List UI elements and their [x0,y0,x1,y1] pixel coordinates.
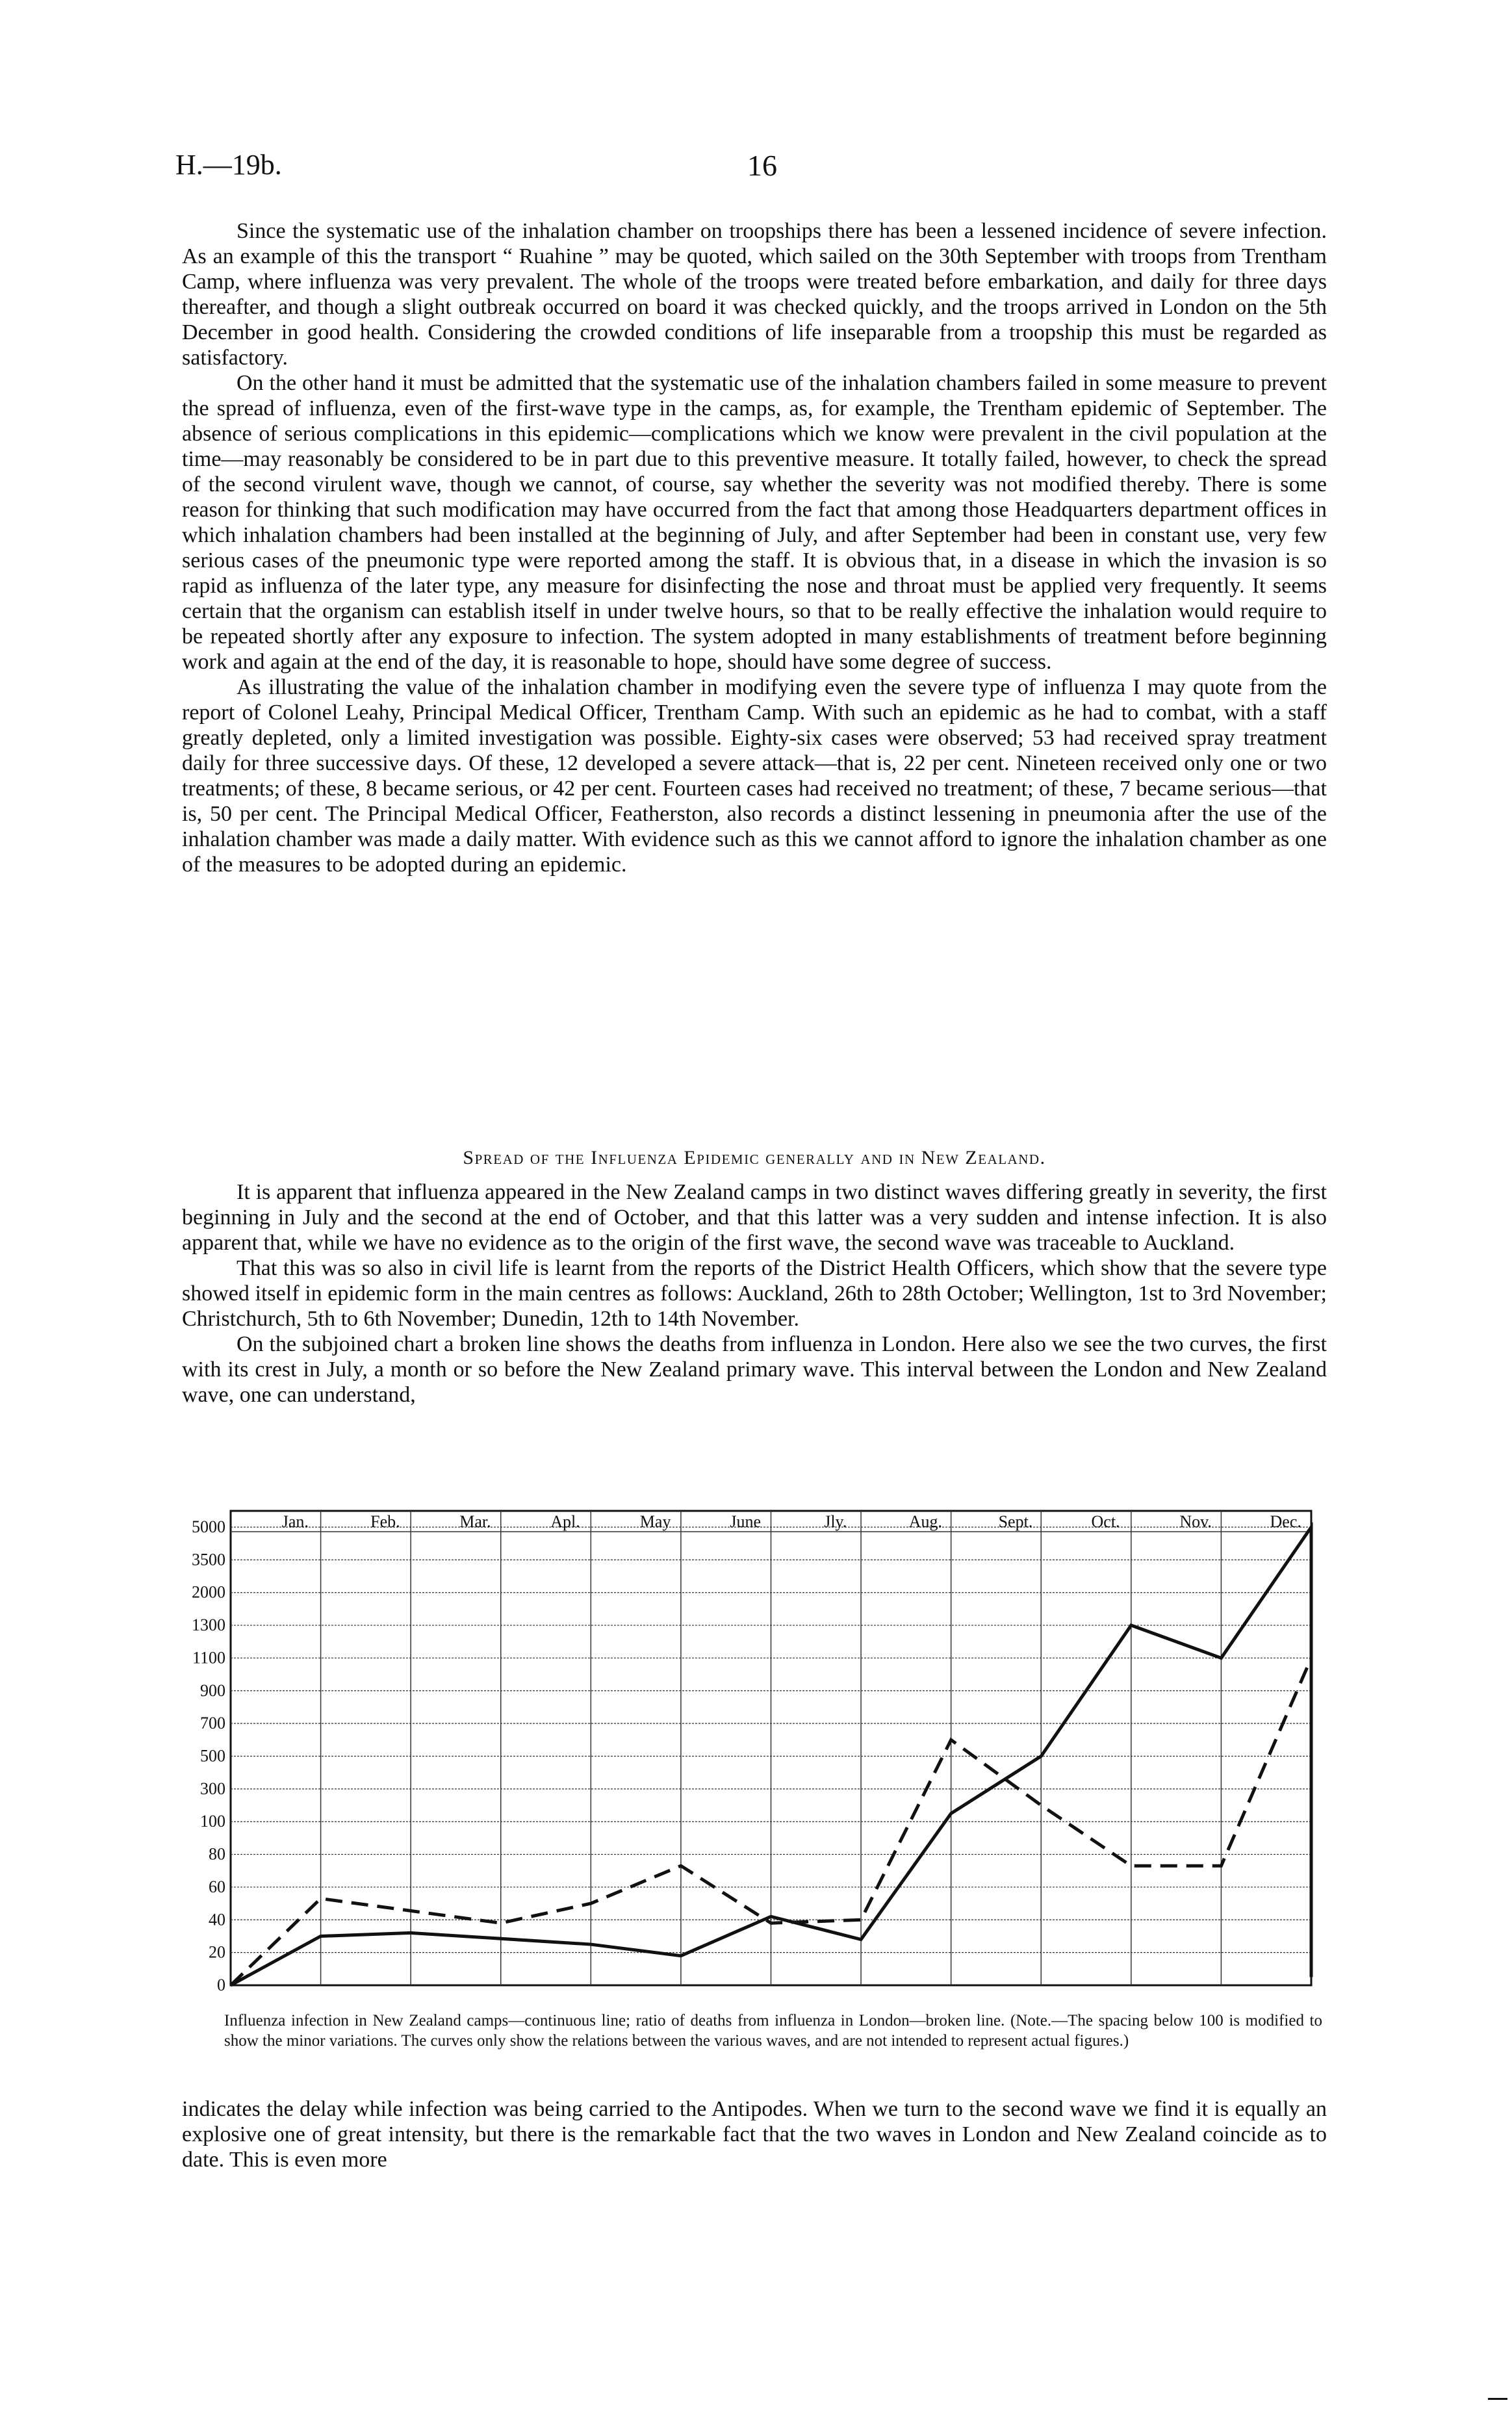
chart-x-tick-label: June [730,1512,762,1531]
chart-x-tick-label: May [639,1512,671,1531]
chart-x-tick-label: Sept. [998,1512,1033,1531]
paragraph: On the other hand it must be admitted that the systematic use of the inhalation chambers failed in some measure to prevent the spread of influenza, even of the first-wave type in the camps, as, for example, the Trentham epidemic of September. The absence of serious complications in this epidemic—complications which we know were prevalent in the civil population at the time—may reasonably be considered to be in part due to this preventive measure. It totally failed, however, to check the spread of the second virulent wave, though we cannot, of course, say whether the severity was not modified thereby. There is some reason for thinking that such modification may have occurred from the fact that among those Headquarters department offices in which inhalation chambers had been installed at the beginning of July, and after September had been in constant use, very few serious cases of the pneumonic type were reported among the staff. It is obvious that, in a disease in which the invasion is so rapid as influenza of the later type, any measure for disinfecting the nose and throat must be applied very frequently. It seems certain that the organism can establish itself in under twelve hours, so that to be really effective the inhalation would require to be repeated shortly after any exposure to infection. The system adopted in many establishments of treatment before beginning work and again at the end of the day, it is reasonable to hope, should have some degree of success. [182,371,1327,674]
chart-x-tick-label: Mar. [459,1512,491,1531]
chart-y-tick-label: 100 [200,1812,225,1831]
paragraph: Since the systematic use of the inhalation chamber on troopships there has been a lessened incidence of severe infection. As an example of this the transport “ Ruahine ” may be quoted, which sailed on the 30th September with troops from Trentham Camp, where influenza was very prevalent. The whole of the troops were treated before embarkation, and daily for three days thereafter, and though a slight outbreak occurred on board it was checked quickly, and the troops arrived in London on the 5th December in good health. Considering the crowded conditions of life inseparable from a troopship this must be regarded as satisfactory. [182,219,1327,370]
chart-x-tick-label: Apl. [550,1512,580,1531]
chart-x-tick-label: Jan. [281,1512,309,1531]
chart-y-tick-label: 300 [200,1779,225,1798]
paragraph: That this was so also in civil life is learnt from the reports of the District Health Officers, which show that the severe type showed itself in epidemic form in the main centres as follows: Auckland, 26th to 28th October; Wellington, 1st to 3rd November; Christchurch, 5th to 6th November; Dunedin, 12th to 14th November. [182,1256,1327,1331]
chart-x-labels [282,1512,1301,1531]
body-text-top [182,218,1327,877]
chart-y-tick-label: 2000 [192,1582,225,1602]
chart-y-tick-label: 40 [209,1910,225,1929]
page-number: 16 [747,149,777,182]
section-heading-text: Spread of the Influenza Epidemic generally and in New Zealand. [463,1147,1046,1168]
chart-y-tick-label: 5000 [192,1517,225,1536]
influenza-chart [175,1501,1332,1995]
chart-y-tick-label: 0 [217,1976,225,1994]
chart-x-tick-label: Aug. [908,1512,943,1531]
chart-x-tick-label: Dec. [1270,1512,1301,1531]
body-text-middle [182,1144,1327,1408]
paragraph: It is apparent that influenza appeared in the New Zealand camps in two distinct waves differing greatly in severity, the first beginning in July and the second at the end of October, and that this latter was a very sudden and intense infection. It is also apparent that, while we have no evidence as to the origin of the first wave, the second wave was traceable to Auckland. [182,1180,1327,1255]
paragraph: indicates the delay while infection was being carried to the Antipodes. When we turn to the second wave we find it is equally an explosive one of great intensity, but there is the remarkable fact that the two waves in London and New Zealand coincide as to date. This is even more [182,2097,1327,2172]
section-heading [182,1144,1327,1173]
chart-x-tick-label: Feb. [370,1512,400,1531]
chart-y-tick-label: 20 [209,1942,225,1962]
page-header [175,148,1319,187]
body-text-bottom [182,2096,1327,2172]
paragraph: As illustrating the value of the inhalation chamber in modifying even the severe type of influenza I may quote from the report of Colonel Leahy, Principal Medical Officer, Trentham Camp. With such an epidemic as he had to combat, with a staff greatly depleted, only a limited investigation was possible. Eighty-six cases were observed; 53 had received spray treatment daily for three successive days. Of these, 12 developed a severe attack—that is, 22 per cent. Nineteen received only one or two treatments; of these, 8 became serious, or 42 per cent. Fourteen cases had received no treatment; of these, 7 became serious—that is, 50 per cent. The Principal Medical Officer, Featherston, also records a distinct lessening in pneumonia after the use of the inhalation chamber was made a daily matter. With evidence such as this we cannot afford to ignore the inhalation chamber as one of the measures to be adopted during an epidemic. [182,675,1327,877]
chart-y-tick-label: 900 [200,1680,225,1700]
page-edge-mark [1488,2398,1507,2400]
chart-x-tick-label: Nov. [1179,1512,1212,1531]
chart-x-tick-label: Jly. [824,1512,847,1531]
document-reference: H.—19b. [175,149,282,181]
chart-y-tick-label: 1100 [192,1648,225,1667]
chart-y-tick-label: 60 [209,1877,225,1896]
chart-y-tick-label: 1300 [192,1616,225,1635]
chart-y-tick-label: 700 [200,1714,225,1733]
paragraph: On the subjoined chart a broken line shows the deaths from influenza in London. Here also we see the two curves, the first with its crest in July, a month or so before the New Zealand primary wave. This interval between the London and New Zealand wave, one can understand, [182,1332,1327,1407]
chart-y-tick-label: 3500 [192,1550,225,1569]
chart-y-tick-label: 500 [200,1746,225,1766]
chart-y-tick-label: 80 [209,1844,225,1864]
chart-y-labels [192,1517,225,1994]
chart-x-tick-label: Oct. [1091,1512,1120,1531]
chart-caption: Influenza infection in New Zealand camps—continuous line; ratio of deaths from influenza in London—broken line. (Note.—The spacing below 100 is modified to show the minor variations. The curves only show the relations between the various waves, and are not intended to represent actual figures.) [224,2012,1322,2050]
chart-grid [231,1511,1311,1985]
